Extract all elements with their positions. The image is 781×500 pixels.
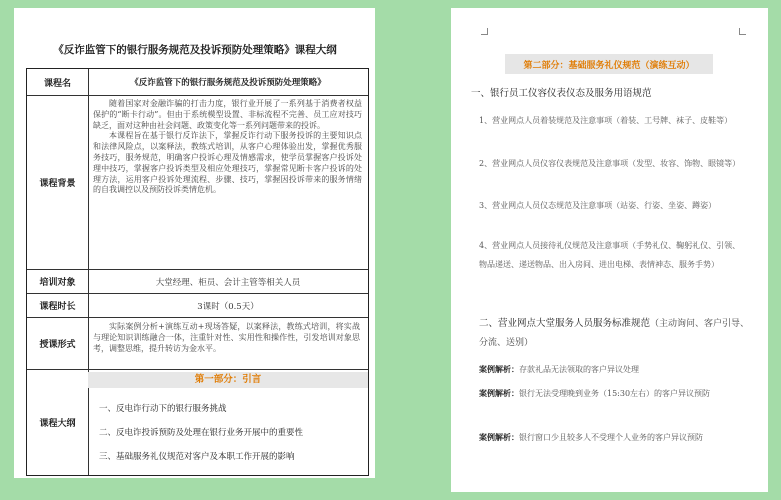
table-row	[27, 317, 368, 369]
section1-item: 4、营业网点人员接待礼仪规范及注意事项（手势礼仪、鞠躬礼仪、引领、物品递送、递送物品、出入房间、进出电梯、表情神态、服务手势）	[479, 241, 741, 269]
background-paragraph: 随着国家对金融诈骗的打击力度，银行业开展了一系列基于消费者权益保护的“断卡行动”。但由于系统模型设置、非标流程不完善、员工应对技巧缺乏，面对这种由社会问题、政策变化等一系列问题带来的投诉。	[93, 99, 362, 130]
table-row	[27, 269, 368, 293]
row-label: 课程大纲	[27, 370, 89, 475]
case-label: 案例解析：	[479, 432, 519, 442]
section1-item: 2、营业网点人员仪容仪表规范及注意事项（发型、妆容、饰物、眼镜等）	[479, 159, 741, 168]
corner-mark	[739, 28, 746, 35]
right-document-page	[451, 8, 768, 492]
row-label: 课程名	[27, 69, 89, 95]
table-row	[27, 369, 368, 475]
case-analysis	[479, 428, 747, 447]
section2-title	[479, 314, 751, 353]
table-row	[27, 95, 368, 269]
background-paragraph: 本课程旨在基于银行反诈法下，掌握反诈行动下服务投诉的主要知识点和法律风险点，以案释法，教练式培训，从客户心理体验出发，掌握优秀服务技巧，服务规范，明确客户投诉心理及情感需求，使学员掌握客户投诉处理中技巧，掌握客户投诉类型及相应处理技巧，掌握常见断卡客户投诉的处理方法，运用客户投诉处理流程、步骤、技巧，掌握因投诉带来的服务情绪的自我调控以及预防投诉类情危机。	[93, 131, 362, 195]
document-title: 《反诈监管下的银行服务规范及投诉预防处理策略》课程大纲	[53, 44, 337, 56]
outline-item: 二、反电诈投诉预防及处理在银行业务开展中的重要性	[99, 428, 304, 438]
case-analysis	[479, 360, 747, 379]
table-row	[27, 293, 368, 317]
row-label: 授课形式	[27, 318, 89, 369]
corner-mark	[481, 28, 488, 35]
case-analysis	[479, 384, 747, 403]
case-text: 存款礼品无法领取的客户异议处理	[519, 365, 639, 374]
table-row	[27, 69, 368, 95]
audience-value: 大堂经理、柜员、会计主管等相关人员	[155, 277, 301, 288]
section2-title-text: 二、营业网点大堂服务人员服务标准规范	[479, 318, 651, 329]
left-document-page	[14, 8, 375, 478]
background-text	[93, 99, 362, 196]
section1-item: 1、营业网点人员着装规范及注意事项（着装、工号牌、袜子、皮鞋等）	[479, 116, 733, 125]
row-label: 培训对象	[27, 270, 89, 293]
case-text: 银行窗口少且较多人不受理个人业务的客户异议预防	[519, 433, 703, 442]
course-name-value: 《反诈监管下的银行服务规范及投诉预防处理策略》	[130, 78, 326, 88]
case-label: 案例解析：	[479, 388, 519, 398]
outline-item: 三、基础服务礼仪规范对客户及本职工作开展的影响	[99, 452, 295, 462]
row-label: 课程背景	[27, 96, 89, 269]
section1-item: 3、营业网点人员仪态规范及注意事项（站姿、行姿、坐姿、蹲姿）	[479, 201, 717, 210]
row-label: 课程时长	[27, 294, 89, 317]
section1-title: 一、银行员工仪容仪表仪态及服务用语规范	[471, 88, 652, 99]
course-outline-table	[26, 68, 369, 476]
part2-heading: 第二部分：基础服务礼仪规范（演练互动）	[505, 54, 713, 74]
section2-title-suffix: （主动询问、客户引导、分流、送别）	[479, 319, 750, 348]
duration-value: 3课时（0.5天）	[197, 301, 259, 312]
outline-item: 一、反电诈行动下的银行服务挑战	[99, 404, 227, 414]
case-text: 银行无法受理晚到业务（15:30左右）的客户异议预防	[519, 389, 711, 398]
part1-heading: 第一部分：引言	[88, 372, 368, 388]
format-value: 实际案例分析+演练互动+现场答疑，以案释法，教练式培训，将实战与理论知识训练融合一体，注重针对性、实用性和操作性，引发培训对象思考，调整思维，提升转访为金水平。	[93, 322, 360, 353]
case-label: 案例解析：	[479, 364, 519, 374]
